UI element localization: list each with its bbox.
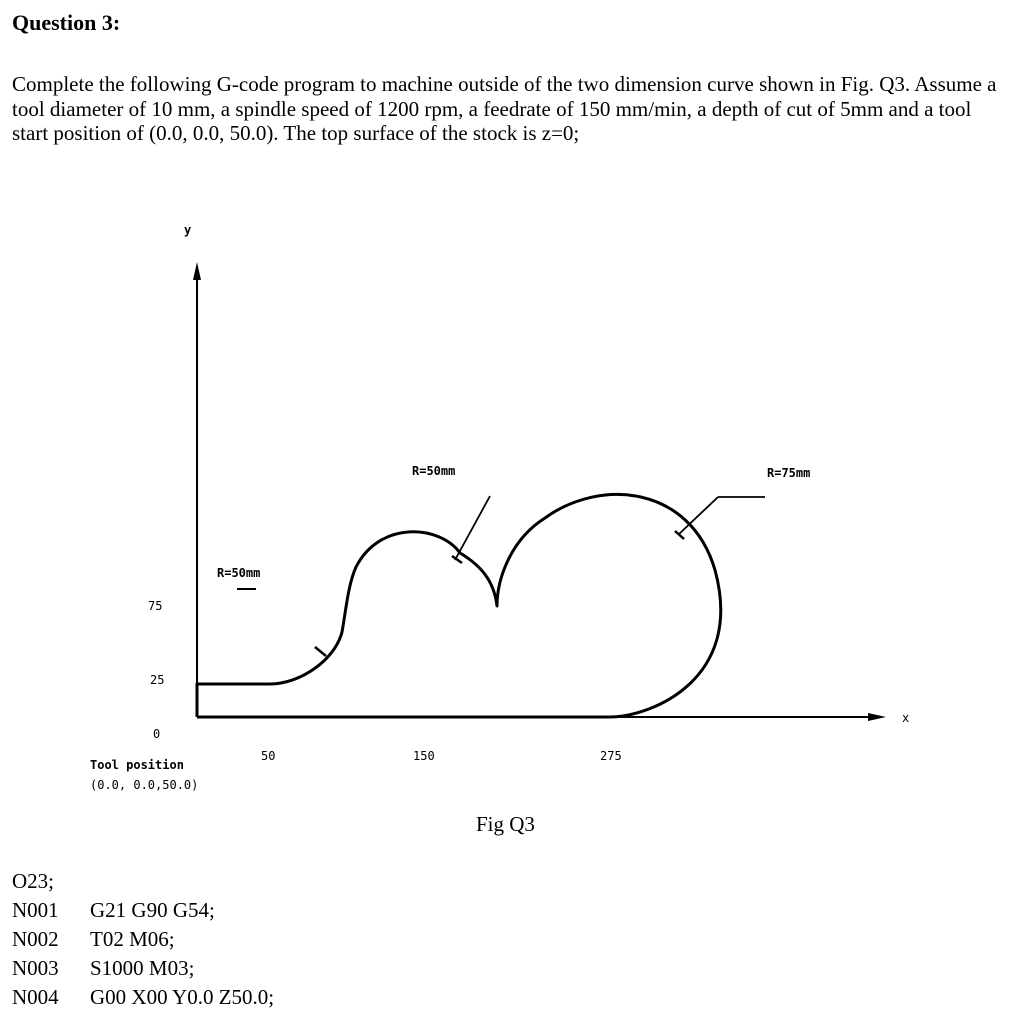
y-tick-label: 0: [153, 727, 161, 741]
tool-position-label: Tool position: [90, 758, 184, 772]
y-tick-label: 75: [148, 599, 163, 613]
x-axis-arrow: [868, 713, 886, 721]
question-text: Complete the following G-code program to machine outside of the two dimension curve shown in Fig. Q3. Assume a tool diameter of 10 mm, a spindle speed of 1200 rpm, a feedrate of 150 mm/min, a depth of cut of 5mm and a tool start position of (0.0, 0.0, 50.0). The top surface of the stock is z=0;: [12, 72, 997, 145]
line-number: N004: [12, 985, 59, 1009]
radius-label-left: R=50mm: [217, 566, 261, 580]
y-axis-arrow: [193, 262, 201, 280]
gcode-program: [12, 867, 274, 1012]
code-line: [12, 896, 274, 925]
code-line: [12, 983, 274, 1012]
x-axis-label: x: [902, 711, 910, 725]
tool-position-coords: (0.0, 0.0,50.0): [90, 778, 199, 792]
leader-r50-mid: [455, 496, 490, 560]
x-tick-label: 150: [413, 749, 435, 763]
radius-label-right: R=75mm: [767, 466, 811, 480]
program-name: O23;: [12, 869, 54, 893]
figure-q3: [0, 200, 1024, 850]
y-tick-label: 25: [150, 673, 165, 687]
leader-r50-left: [315, 647, 326, 656]
line-number: N003: [12, 956, 59, 980]
line-code: T02 M06;: [90, 927, 175, 951]
line-number: N002: [12, 927, 59, 951]
x-tick-label: 275: [600, 749, 622, 763]
leader-r75: [678, 497, 718, 535]
x-tick-label: 50: [261, 749, 276, 763]
figure-caption: Fig Q3: [476, 812, 535, 836]
profile-curve: [197, 494, 721, 717]
line-code: S1000 M03;: [90, 956, 195, 980]
question-title: Question 3:: [12, 10, 121, 35]
code-line: [12, 925, 274, 954]
line-code: G21 G90 G54;: [90, 898, 215, 922]
code-line: [12, 954, 274, 983]
leader-r75-tick: [675, 531, 684, 539]
radius-label-mid: R=50mm: [412, 464, 456, 478]
line-number: N001: [12, 898, 59, 922]
line-code: G00 X00 Y0.0 Z50.0;: [90, 985, 275, 1009]
y-axis-label: y: [184, 223, 192, 237]
